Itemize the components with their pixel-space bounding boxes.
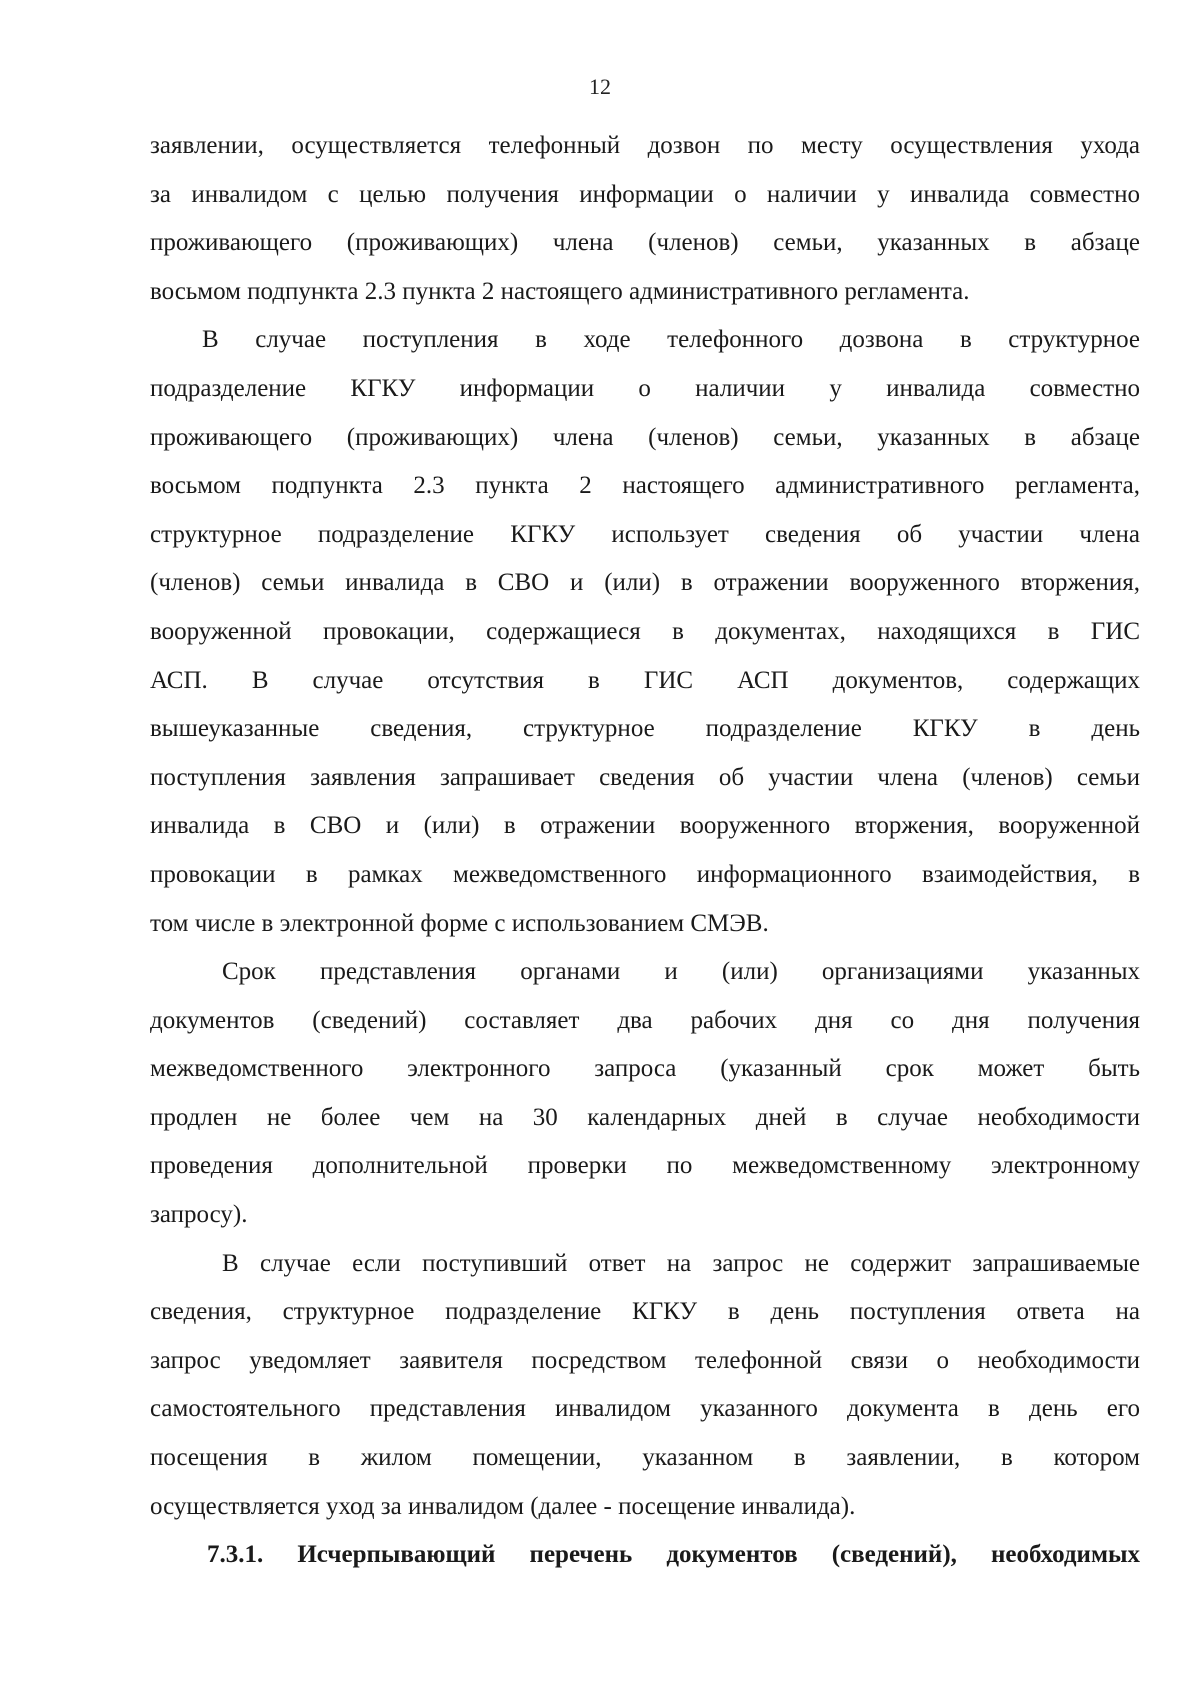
- text-line: восьмом подпункта 2.3 пункта 2 настоящего административного регламента,: [150, 472, 1140, 500]
- text-line: поступления заявления запрашивает сведения об участии члена (членов) семьи: [150, 763, 1140, 791]
- text-line: проведения дополнительной проверки по межведомственному электронному: [150, 1152, 1140, 1180]
- text-line: сведения, структурное подразделение КГКУ в день поступления ответа на: [150, 1298, 1140, 1326]
- text-line: межведомственного электронного запроса (указанный срок может быть: [150, 1055, 1140, 1083]
- text-line: запрос уведомляет заявителя посредством телефонной связи о необходимости: [150, 1346, 1140, 1374]
- text-line: Срок представления органами и (или) организациями указанных: [222, 958, 1140, 986]
- text-line: заявлении, осуществляется телефонный дозвон по месту осуществления ухода: [150, 132, 1140, 159]
- text-line: проживающего (проживающих) члена (членов) семьи, указанных в абзаце: [150, 229, 1140, 257]
- text-line: том числе в электронной форме с использованием СМЭВ.: [150, 909, 769, 937]
- text-line: осуществляется уход за инвалидом (далее - посещение инвалида).: [150, 1492, 856, 1520]
- text-line: АСП. В случае отсутствия в ГИС АСП документов, содержащих: [150, 666, 1140, 694]
- text-line: В случае если поступивший ответ на запрос не содержит запрашиваемые: [222, 1249, 1140, 1277]
- text-line: продлен не более чем на 30 календарных дней в случае необходимости: [150, 1103, 1140, 1131]
- text-line: проживающего (проживающих) члена (членов) семьи, указанных в абзаце: [150, 423, 1140, 451]
- text-line: инвалида в СВО и (или) в отражении вооруженного вторжения, вооруженной: [150, 812, 1140, 840]
- text-line: запросу).: [150, 1201, 248, 1229]
- text-line: за инвалидом с целью получения информации о наличии у инвалида совместно: [150, 180, 1140, 208]
- text-line: подразделение КГКУ информации о наличии у инвалида совместно: [150, 374, 1140, 402]
- text-line: посещения в жилом помещении, указанном в заявлении, в котором: [150, 1444, 1140, 1472]
- page-number: 12: [589, 74, 611, 99]
- text-line: вооруженной провокации, содержащиеся в документах, находящихся в ГИС: [150, 617, 1140, 645]
- text-line: восьмом подпункта 2.3 пункта 2 настоящего административного регламента.: [150, 277, 970, 305]
- text-line: вышеуказанные сведения, структурное подразделение КГКУ в день: [150, 715, 1140, 743]
- text-line: структурное подразделение КГКУ использует сведения об участии члена: [150, 520, 1140, 548]
- text-line: провокации в рамках межведомственного информационного взаимодействия, в: [150, 860, 1140, 888]
- text-line: В случае поступления в ходе телефонного дозвона в структурное: [202, 326, 1140, 354]
- text-line: (членов) семьи инвалида в СВО и (или) в отражении вооруженного вторжения,: [150, 569, 1140, 597]
- text-line: документов (сведений) составляет два рабочих дня со дня получения: [150, 1006, 1140, 1034]
- section-heading: 7.3.1. Исчерпывающий перечень документов (сведений), необходимых: [207, 1541, 1140, 1569]
- text-line: самостоятельного представления инвалидом указанного документа в день его: [150, 1395, 1140, 1423]
- document-body: [150, 130, 1140, 1588]
